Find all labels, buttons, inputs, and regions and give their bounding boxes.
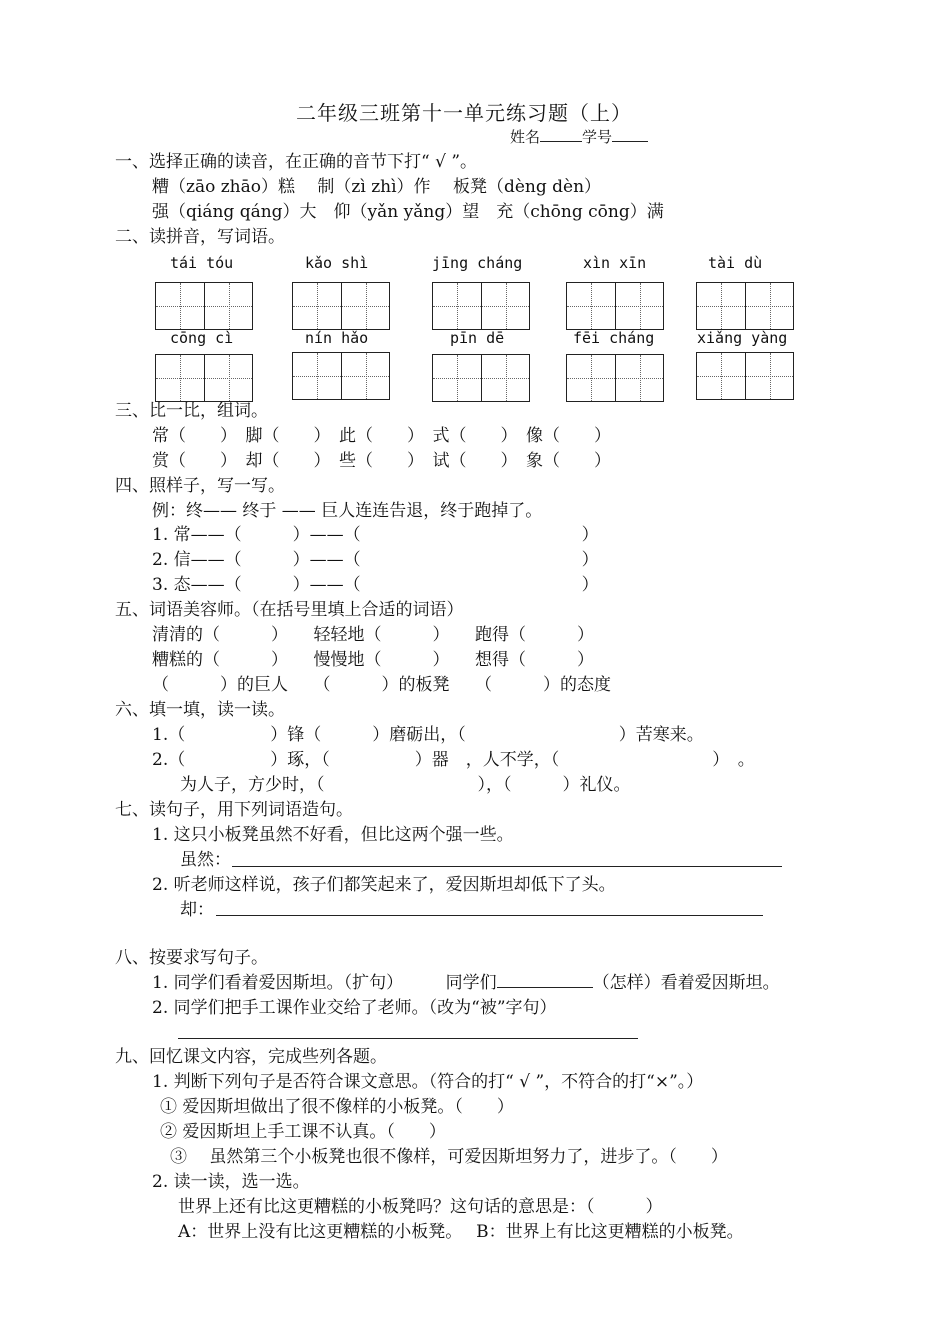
writing-grid-5[interactable] — [696, 282, 794, 330]
section-9-question-2: 2. 读一读，选一选。 — [152, 1172, 310, 1192]
student-info — [510, 127, 648, 147]
section-5-row-3: （ ）的巨人 （ ）的板凳 （ ）的态度 — [152, 675, 611, 695]
section-1-row-1: 糟（zāo zhāo）糕 制（zì zhì）作 板凳（dèng dèn） — [152, 177, 602, 197]
id-label: 学号 — [582, 128, 613, 146]
pinyin-2: kǎo shì — [305, 254, 369, 272]
section-6-heading: 六、填一填，读一读。 — [115, 700, 285, 720]
section-9-question-2-text: 世界上还有比这更糟糕的小板凳吗？这句话的意思是：（ ） — [178, 1197, 663, 1217]
section-3-row-2: 赏（ ） 却（ ） 些（ ） 试（ ） 象（ ） — [152, 451, 611, 471]
section-4-item-3: 3. 态——（ ）——（ ） — [152, 575, 599, 595]
section-6-line-1: 1.（ ）锋（ ）磨砺出，（ ）苦寒来。 — [152, 725, 704, 745]
writing-grid-8[interactable] — [432, 354, 530, 402]
answer-line-2[interactable] — [216, 915, 763, 916]
writing-grid-7[interactable] — [292, 352, 390, 400]
writing-grid-2[interactable] — [292, 282, 390, 330]
writing-grid-6[interactable] — [155, 354, 253, 402]
pinyin-3: jīng cháng — [432, 254, 523, 272]
pinyin-8: pīn dē — [450, 329, 505, 347]
section-5-row-1: 清清的（ ） 轻轻地（ ） 跑得（ ） — [152, 625, 594, 645]
pinyin-1: tái tóu — [170, 254, 234, 272]
writing-grid-1[interactable] — [155, 282, 253, 330]
section-9-heading: 九、回忆课文内容，完成些列各题。 — [115, 1047, 387, 1067]
page-title: 二年级三班第十一单元练习题（上） — [296, 101, 632, 125]
section-4-heading: 四、照样子，写一写。 — [115, 476, 285, 496]
section-8-question-2: 2. 同学们把手工课作业交给了老师。（改为“被”字句） — [152, 998, 557, 1018]
writing-grid-9[interactable] — [566, 354, 664, 402]
section-4-item-1: 1. 常——（ ）——（ ） — [152, 525, 599, 545]
section-9-question-1: 1. 判断下列句子是否符合课文意思。（符合的打“ √ ”，不符合的打“×”。） — [152, 1072, 704, 1092]
writing-grid-4[interactable] — [566, 282, 664, 330]
section-2-heading: 二、读拼音，写词语。 — [115, 227, 285, 247]
section-3-row-1: 常（ ） 脚（ ） 此（ ） 式（ ） 像（ ） — [152, 426, 611, 446]
section-7-label-1: 虽然： — [180, 850, 231, 870]
name-label: 姓名 — [510, 128, 541, 146]
section-6-line-2: 2.（ ）琢，（ ）器 ，人不学，（ ） 。 — [152, 750, 755, 770]
section-7-heading: 七、读句子，用下列词语造句。 — [115, 800, 353, 820]
pinyin-4: xìn xīn — [583, 254, 647, 272]
section-5-heading: 五、词语美容师。（在括号里填上合适的词语） — [115, 600, 464, 620]
writing-grid-10[interactable] — [696, 352, 794, 400]
section-1-row-2: 强（qiáng qáng）大 仰（yǎn yǎng）望 充（chōng cōng）满 — [152, 202, 664, 222]
judgement-1: ① 爱因斯坦做出了很不像样的小板凳。（ ） — [160, 1097, 514, 1117]
pinyin-6: cōng cì — [170, 329, 234, 347]
section-7-question-1: 1. 这只小板凳虽然不好看，但比这两个强一些。 — [152, 825, 514, 845]
judgement-2: ② 爱因斯坦上手工课不认真。（ ） — [160, 1122, 446, 1142]
pinyin-10: xiǎng yàng — [697, 329, 788, 347]
section-7-label-2: 却： — [180, 900, 214, 920]
section-8-question-1 — [152, 971, 780, 995]
section-4-example: 例：终—— 终于 —— 巨人连连告退，终于跑掉了。 — [152, 501, 543, 521]
section-4-item-2: 2. 信——（ ）——（ ） — [152, 550, 599, 570]
section-9-question-2-options: A：世界上没有比这更糟糕的小板凳。 B：世界上有比这更糟糕的小板凳。 — [178, 1222, 744, 1242]
section-8-question-1-tail: （怎样）看着爱因斯坦。 — [592, 973, 780, 993]
pinyin-9: fēi cháng — [573, 329, 655, 347]
id-field[interactable] — [612, 127, 648, 142]
judgement-3: ③ 虽然第三个小板凳也很不像样，可爱因斯坦努力了，进步了。（ ） — [170, 1147, 728, 1167]
section-8-question-1-text: 1. 同学们看着爱因斯坦。（扩句） 同学们 — [152, 973, 497, 993]
section-3-heading: 三、比一比，组词。 — [115, 401, 268, 421]
answer-line-1[interactable] — [232, 866, 782, 867]
section-8-heading: 八、按要求写句子。 — [115, 948, 268, 968]
answer-line-3[interactable] — [178, 1038, 638, 1039]
blank-how[interactable] — [497, 971, 593, 988]
section-6-line-3: 为人子，方少时，（ ），（ ）礼仪。 — [180, 775, 631, 795]
section-5-row-2: 糟糕的（ ） 慢慢地（ ） 想得（ ） — [152, 650, 594, 670]
section-1-heading: 一、选择正确的读音，在正确的音节下打“ √ ”。 — [115, 152, 478, 172]
writing-grid-3[interactable] — [432, 282, 530, 330]
section-7-question-2: 2. 听老师这样说，孩子们都笑起来了，爱因斯坦却低下了头。 — [152, 875, 616, 895]
pinyin-5: tài dù — [708, 254, 763, 272]
name-field[interactable] — [540, 127, 582, 142]
pinyin-7: nín hǎo — [305, 329, 369, 347]
